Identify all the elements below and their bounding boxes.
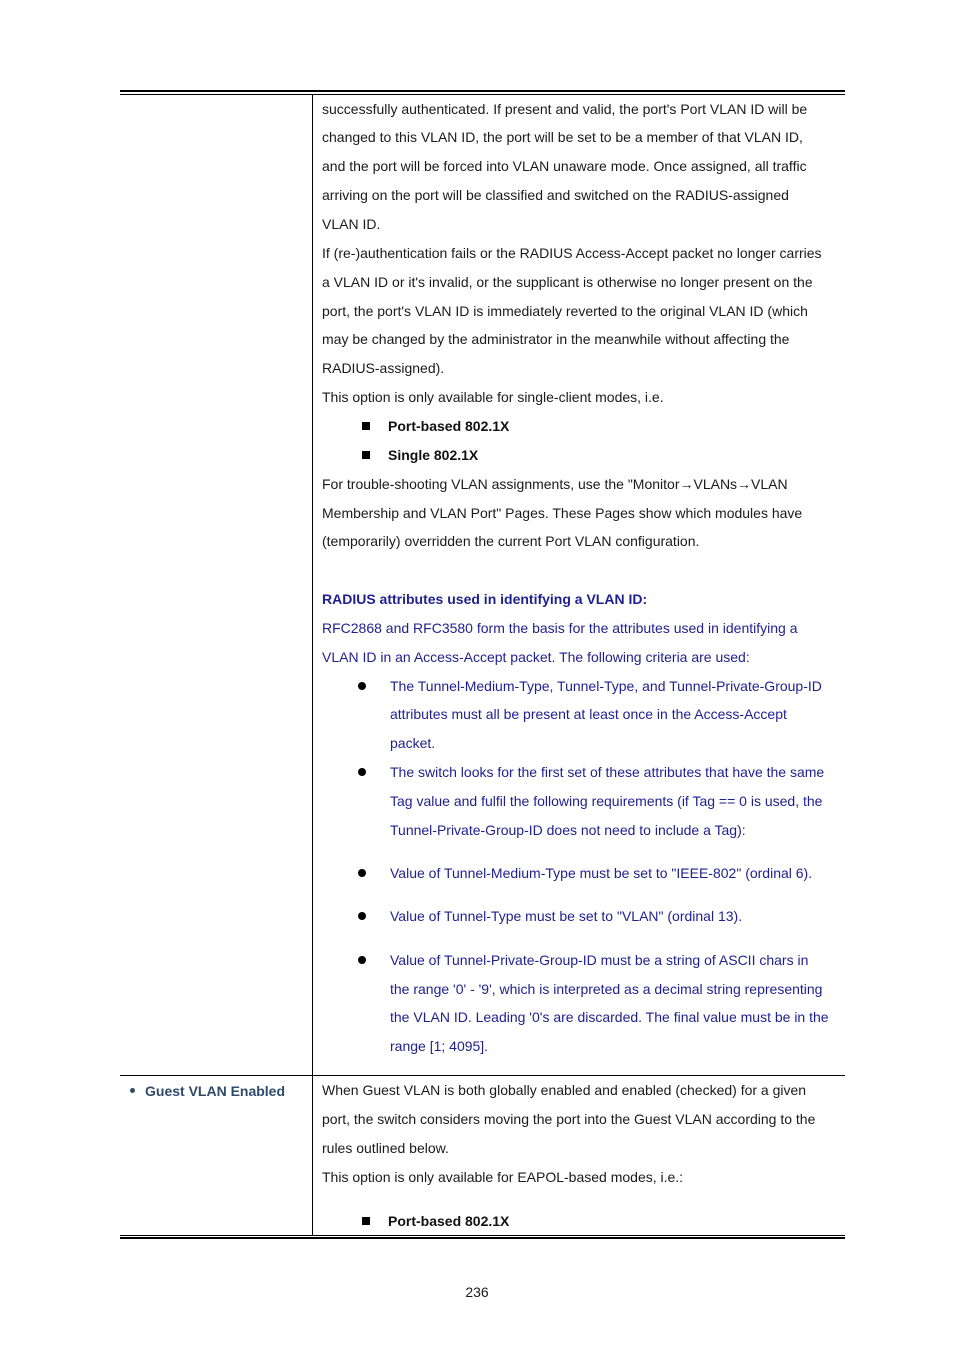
criterion-line: Value of Tunnel-Private-Group-ID must be a string of ASCII chars in xyxy=(390,952,809,968)
row2-line: rules outlined below. xyxy=(322,1140,449,1156)
row1-line: arriving on the port will be classified and switched on the RADIUS-assigned xyxy=(322,187,789,203)
troubleshoot-line: (temporarily) overridden the current Port VLAN configuration. xyxy=(322,533,700,549)
row1-line: port, the port's VLAN ID is immediately reverted to the original VLAN ID (which xyxy=(322,303,808,319)
row1-line: changed to this VLAN ID, the port will be set to be a member of that VLAN ID, xyxy=(322,129,803,145)
radius-heading: RADIUS attributes used in identifying a VLAN ID: xyxy=(322,591,648,607)
row2-line: This option is only available for EAPOL-based modes, i.e.: xyxy=(322,1169,684,1185)
criterion-line: packet. xyxy=(390,735,436,751)
row-divider xyxy=(120,1075,845,1076)
row1-line: successfully authenticated. If present and valid, the port's Port VLAN ID will be xyxy=(322,101,808,117)
criterion-line: the VLAN ID. Leading '0's are discarded. The final value must be in the xyxy=(390,1009,829,1025)
troubleshoot-line: Membership and VLAN Port" Pages. These Pages show which modules have xyxy=(322,505,803,521)
bullet-icon xyxy=(130,1088,135,1093)
criterion-line: The Tunnel-Medium-Type, Tunnel-Type, and Tunnel-Private-Group-ID xyxy=(390,678,822,694)
round-bullet-icon xyxy=(358,682,366,690)
criterion-line: Value of Tunnel-Medium-Type must be set to "IEEE-802" (ordinal 6). xyxy=(390,865,813,881)
square-bullet-icon xyxy=(362,451,370,459)
mode-item xyxy=(362,446,478,464)
round-bullet-icon xyxy=(358,869,366,877)
round-bullet-icon xyxy=(358,956,366,964)
criterion-line: The switch looks for the first set of these attributes that have the same xyxy=(390,764,825,780)
bottom-rule-thick xyxy=(120,1237,845,1239)
row2-line: port, the switch considers moving the port into the Guest VLAN according to the xyxy=(322,1111,816,1127)
mode-label: Port-based 802.1X xyxy=(388,1213,510,1229)
row1-line: may be changed by the administrator in the meanwhile without affecting the xyxy=(322,331,790,347)
top-rule-thick xyxy=(120,90,845,92)
criterion-line: Tag value and fulfil the following requirements (if Tag == 0 is used, the xyxy=(390,793,823,809)
mode-label: Port-based 802.1X xyxy=(388,418,510,434)
mode-item xyxy=(362,1212,509,1230)
bottom-rule-thin xyxy=(120,1235,845,1236)
row1-line: and the port will be forced into VLAN unaware mode. Once assigned, all traffic xyxy=(322,158,807,174)
radius-intro-line: RFC2868 and RFC3580 form the basis for the attributes used in identifying a xyxy=(322,620,798,636)
row1-line: VLAN ID. xyxy=(322,216,381,232)
row2-line: When Guest VLAN is both globally enabled and enabled (checked) for a given xyxy=(322,1082,807,1098)
radius-intro-line: VLAN ID in an Access-Accept packet. The following criteria are used: xyxy=(322,649,750,665)
row1-line: If (re-)authentication fails or the RADIUS Access-Accept packet no longer carries xyxy=(322,245,822,261)
troubleshoot-line: For trouble-shooting VLAN assignments, use the "Monitor→VLANs→VLAN xyxy=(322,476,788,492)
row1-line: This option is only available for single-client modes, i.e. xyxy=(322,389,664,405)
round-bullet-icon xyxy=(358,912,366,920)
row1-line: a VLAN ID or it's invalid, or the supplicant is otherwise no longer present on the xyxy=(322,274,813,290)
row1-line: RADIUS-assigned). xyxy=(322,360,445,376)
criterion-line: Value of Tunnel-Type must be set to "VLAN" (ordinal 13). xyxy=(390,908,743,924)
top-rule-thin xyxy=(120,94,845,95)
square-bullet-icon xyxy=(362,1217,370,1225)
criterion-line: range [1; 4095]. xyxy=(390,1038,489,1054)
mode-label: Single 802.1X xyxy=(388,447,479,463)
column-divider xyxy=(312,95,313,1236)
mode-item xyxy=(362,417,509,435)
guest-vlan-label xyxy=(130,1082,285,1100)
round-bullet-icon xyxy=(358,768,366,776)
page-number: 236 xyxy=(465,1284,489,1300)
criterion-line: attributes must all be present at least once in the Access-Accept xyxy=(390,706,787,722)
square-bullet-icon xyxy=(362,422,370,430)
guest-vlan-label-text: Guest VLAN Enabled xyxy=(145,1083,286,1099)
criterion-line: the range '0' - '9', which is interpreted as a decimal string representing xyxy=(390,981,823,997)
criterion-line: Tunnel-Private-Group-ID does not need to include a Tag): xyxy=(390,822,746,838)
